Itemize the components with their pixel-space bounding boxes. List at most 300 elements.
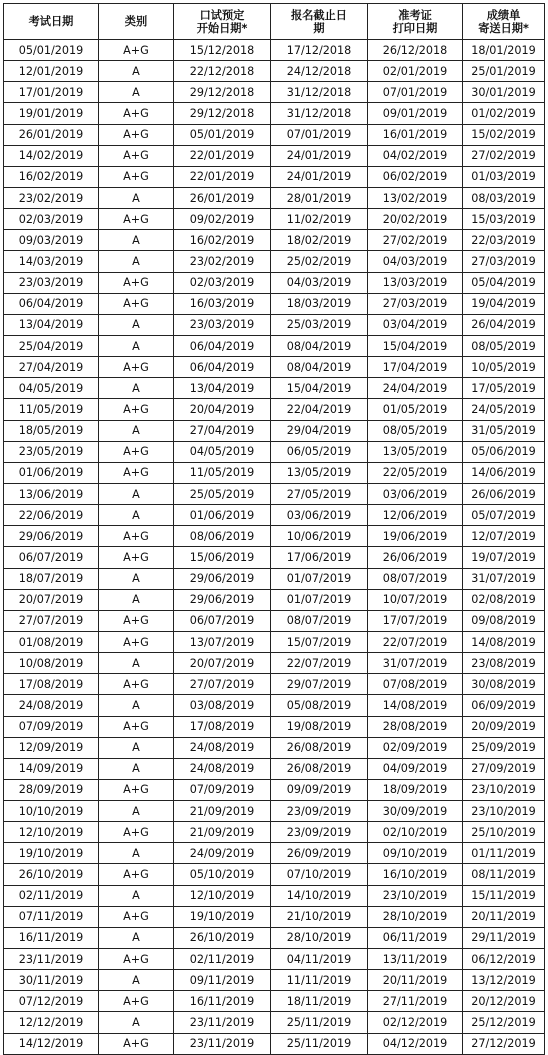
deadline-cell: 25/03/2019	[271, 314, 368, 335]
result-date-cell: 05/06/2019	[463, 441, 545, 462]
category-cell: A	[99, 1012, 174, 1033]
exam-date-cell: 06/04/2019	[4, 293, 99, 314]
speaking-start-cell: 22/12/2018	[174, 61, 271, 82]
result-date-cell: 27/02/2019	[463, 145, 545, 166]
exam-date-cell: 02/11/2019	[4, 885, 99, 906]
table-row	[4, 505, 545, 526]
category-cell: A+G	[99, 399, 174, 420]
print-date-cell: 15/04/2019	[368, 335, 463, 356]
category-cell: A+G	[99, 779, 174, 800]
print-date-cell: 26/12/2018	[368, 40, 463, 61]
print-date-cell: 26/06/2019	[368, 547, 463, 568]
table-row	[4, 399, 545, 420]
result-date-cell: 01/02/2019	[463, 103, 545, 124]
deadline-cell: 04/03/2019	[271, 272, 368, 293]
speaking-start-cell: 22/01/2019	[174, 145, 271, 166]
speaking-start-cell: 24/09/2019	[174, 843, 271, 864]
category-cell: A	[99, 314, 174, 335]
speaking-start-cell: 29/06/2019	[174, 589, 271, 610]
header-line: 期	[313, 21, 325, 35]
category-cell: A	[99, 653, 174, 674]
table-row	[4, 927, 545, 948]
result-date-cell: 01/03/2019	[463, 166, 545, 187]
table-row	[4, 674, 545, 695]
category-cell: A+G	[99, 631, 174, 652]
speaking-start-cell: 12/10/2019	[174, 885, 271, 906]
exam-date-cell: 17/01/2019	[4, 82, 99, 103]
deadline-cell: 24/01/2019	[271, 145, 368, 166]
deadline-cell: 26/08/2019	[271, 737, 368, 758]
deadline-cell: 10/06/2019	[271, 526, 368, 547]
category-cell: A	[99, 589, 174, 610]
category-cell: A	[99, 251, 174, 272]
table-row	[4, 843, 545, 864]
category-cell: A+G	[99, 547, 174, 568]
header-line: 开始日期*	[196, 21, 248, 35]
result-date-cell: 25/01/2019	[463, 61, 545, 82]
speaking-start-cell: 13/07/2019	[174, 631, 271, 652]
print-date-cell: 07/01/2019	[368, 82, 463, 103]
speaking-start-cell: 06/04/2019	[174, 357, 271, 378]
category-cell: A+G	[99, 462, 174, 483]
exam-date-cell: 13/06/2019	[4, 483, 99, 504]
print-date-cell: 06/11/2019	[368, 927, 463, 948]
deadline-cell: 21/10/2019	[271, 906, 368, 927]
deadline-cell: 25/11/2019	[271, 1033, 368, 1054]
category-cell: A	[99, 758, 174, 779]
speaking-start-cell: 29/06/2019	[174, 568, 271, 589]
header-row	[4, 4, 545, 40]
exam-date-cell: 02/03/2019	[4, 209, 99, 230]
exam-date-cell: 09/03/2019	[4, 230, 99, 251]
table-row	[4, 166, 545, 187]
table-row	[4, 589, 545, 610]
deadline-cell: 01/07/2019	[271, 568, 368, 589]
result-date-cell: 08/03/2019	[463, 187, 545, 208]
exam-date-cell: 10/10/2019	[4, 801, 99, 822]
deadline-cell: 07/01/2019	[271, 124, 368, 145]
table-row	[4, 441, 545, 462]
speaking-start-cell: 03/08/2019	[174, 695, 271, 716]
speaking-start-cell: 11/05/2019	[174, 462, 271, 483]
print-date-cell: 13/11/2019	[368, 949, 463, 970]
table-row	[4, 949, 545, 970]
speaking-start-cell: 01/06/2019	[174, 505, 271, 526]
header-registration-deadline	[271, 4, 368, 40]
table-row	[4, 758, 545, 779]
result-date-cell: 19/04/2019	[463, 293, 545, 314]
category-cell: A	[99, 927, 174, 948]
speaking-start-cell: 02/11/2019	[174, 949, 271, 970]
result-date-cell: 23/10/2019	[463, 801, 545, 822]
result-date-cell: 25/10/2019	[463, 822, 545, 843]
result-date-cell: 15/03/2019	[463, 209, 545, 230]
table-row	[4, 631, 545, 652]
exam-date-cell: 25/04/2019	[4, 335, 99, 356]
result-date-cell: 23/08/2019	[463, 653, 545, 674]
print-date-cell: 10/07/2019	[368, 589, 463, 610]
result-date-cell: 17/05/2019	[463, 378, 545, 399]
result-date-cell: 29/11/2019	[463, 927, 545, 948]
deadline-cell: 15/07/2019	[271, 631, 368, 652]
exam-date-cell: 29/06/2019	[4, 526, 99, 547]
category-cell: A	[99, 801, 174, 822]
table-row	[4, 653, 545, 674]
deadline-cell: 25/02/2019	[271, 251, 368, 272]
print-date-cell: 08/07/2019	[368, 568, 463, 589]
speaking-start-cell: 08/06/2019	[174, 526, 271, 547]
table-row	[4, 103, 545, 124]
speaking-start-cell: 07/09/2019	[174, 779, 271, 800]
exam-date-cell: 12/10/2019	[4, 822, 99, 843]
result-date-cell: 19/07/2019	[463, 547, 545, 568]
speaking-start-cell: 20/07/2019	[174, 653, 271, 674]
exam-date-cell: 19/01/2019	[4, 103, 99, 124]
print-date-cell: 13/02/2019	[368, 187, 463, 208]
print-date-cell: 02/10/2019	[368, 822, 463, 843]
deadline-cell: 28/10/2019	[271, 927, 368, 948]
print-date-cell: 09/10/2019	[368, 843, 463, 864]
exam-date-cell: 23/05/2019	[4, 441, 99, 462]
table-row	[4, 82, 545, 103]
table-row	[4, 970, 545, 991]
deadline-cell: 11/02/2019	[271, 209, 368, 230]
table-row	[4, 187, 545, 208]
category-cell: A+G	[99, 610, 174, 631]
result-date-cell: 14/06/2019	[463, 462, 545, 483]
category-cell: A+G	[99, 949, 174, 970]
speaking-start-cell: 26/01/2019	[174, 187, 271, 208]
speaking-start-cell: 16/11/2019	[174, 991, 271, 1012]
deadline-cell: 11/11/2019	[271, 970, 368, 991]
speaking-start-cell: 17/08/2019	[174, 716, 271, 737]
exam-date-cell: 18/07/2019	[4, 568, 99, 589]
print-date-cell: 17/04/2019	[368, 357, 463, 378]
print-date-cell: 02/12/2019	[368, 1012, 463, 1033]
print-date-cell: 28/08/2019	[368, 716, 463, 737]
category-cell: A+G	[99, 293, 174, 314]
print-date-cell: 02/09/2019	[368, 737, 463, 758]
exam-date-cell: 20/07/2019	[4, 589, 99, 610]
table-row	[4, 314, 545, 335]
category-cell: A	[99, 885, 174, 906]
deadline-cell: 24/12/2018	[271, 61, 368, 82]
category-cell: A	[99, 505, 174, 526]
print-date-cell: 28/10/2019	[368, 906, 463, 927]
category-cell: A+G	[99, 716, 174, 737]
deadline-cell: 17/12/2018	[271, 40, 368, 61]
deadline-cell: 08/04/2019	[271, 335, 368, 356]
header-speaking-booking-start	[174, 4, 271, 40]
exam-date-cell: 27/04/2019	[4, 357, 99, 378]
category-cell: A+G	[99, 864, 174, 885]
deadline-cell: 29/04/2019	[271, 420, 368, 441]
category-cell: A+G	[99, 209, 174, 230]
category-cell: A+G	[99, 441, 174, 462]
speaking-start-cell: 20/04/2019	[174, 399, 271, 420]
speaking-start-cell: 06/07/2019	[174, 610, 271, 631]
category-cell: A+G	[99, 526, 174, 547]
category-cell: A	[99, 82, 174, 103]
table-row	[4, 737, 545, 758]
deadline-cell: 04/11/2019	[271, 949, 368, 970]
category-cell: A	[99, 187, 174, 208]
exam-date-cell: 26/01/2019	[4, 124, 99, 145]
deadline-cell: 25/11/2019	[271, 1012, 368, 1033]
table-row	[4, 483, 545, 504]
print-date-cell: 04/02/2019	[368, 145, 463, 166]
speaking-start-cell: 23/11/2019	[174, 1012, 271, 1033]
deadline-cell: 08/07/2019	[271, 610, 368, 631]
exam-date-cell: 23/03/2019	[4, 272, 99, 293]
print-date-cell: 27/03/2019	[368, 293, 463, 314]
speaking-start-cell: 21/09/2019	[174, 822, 271, 843]
category-cell: A+G	[99, 166, 174, 187]
speaking-start-cell: 16/02/2019	[174, 230, 271, 251]
category-cell: A+G	[99, 674, 174, 695]
speaking-start-cell: 19/10/2019	[174, 906, 271, 927]
deadline-cell: 18/11/2019	[271, 991, 368, 1012]
table-row	[4, 230, 545, 251]
result-date-cell: 05/07/2019	[463, 505, 545, 526]
print-date-cell: 01/05/2019	[368, 399, 463, 420]
exam-date-cell: 14/02/2019	[4, 145, 99, 166]
speaking-start-cell: 24/08/2019	[174, 737, 271, 758]
category-cell: A+G	[99, 40, 174, 61]
table-row	[4, 864, 545, 885]
exam-date-cell: 12/09/2019	[4, 737, 99, 758]
result-date-cell: 30/01/2019	[463, 82, 545, 103]
speaking-start-cell: 25/05/2019	[174, 483, 271, 504]
deadline-cell: 22/07/2019	[271, 653, 368, 674]
result-date-cell: 24/05/2019	[463, 399, 545, 420]
exam-date-cell: 28/09/2019	[4, 779, 99, 800]
exam-date-cell: 14/09/2019	[4, 758, 99, 779]
speaking-start-cell: 22/01/2019	[174, 166, 271, 187]
category-cell: A	[99, 335, 174, 356]
speaking-start-cell: 05/10/2019	[174, 864, 271, 885]
print-date-cell: 07/08/2019	[368, 674, 463, 695]
print-date-cell: 17/07/2019	[368, 610, 463, 631]
category-cell: A+G	[99, 145, 174, 166]
result-date-cell: 20/11/2019	[463, 906, 545, 927]
header-line: 口试预定	[199, 8, 245, 22]
table-row	[4, 801, 545, 822]
result-date-cell: 05/04/2019	[463, 272, 545, 293]
print-date-cell: 27/11/2019	[368, 991, 463, 1012]
category-cell: A	[99, 568, 174, 589]
exam-date-cell: 17/08/2019	[4, 674, 99, 695]
result-date-cell: 20/09/2019	[463, 716, 545, 737]
header-line: 考试日期	[28, 15, 74, 28]
result-date-cell: 06/09/2019	[463, 695, 545, 716]
deadline-cell: 17/06/2019	[271, 547, 368, 568]
print-date-cell: 18/09/2019	[368, 779, 463, 800]
result-date-cell: 09/08/2019	[463, 610, 545, 631]
print-date-cell: 13/05/2019	[368, 441, 463, 462]
speaking-start-cell: 21/09/2019	[174, 801, 271, 822]
header-result-mailing-date	[463, 4, 545, 40]
result-date-cell: 06/12/2019	[463, 949, 545, 970]
speaking-start-cell: 23/02/2019	[174, 251, 271, 272]
table-row	[4, 716, 545, 737]
header-line: 类别	[124, 15, 148, 28]
table-row	[4, 420, 545, 441]
print-date-cell: 14/08/2019	[368, 695, 463, 716]
header-category	[99, 4, 174, 40]
header-line: 寄送日期*	[478, 21, 529, 35]
speaking-start-cell: 09/02/2019	[174, 209, 271, 230]
result-date-cell: 18/01/2019	[463, 40, 545, 61]
result-date-cell: 31/05/2019	[463, 420, 545, 441]
print-date-cell: 06/02/2019	[368, 166, 463, 187]
print-date-cell: 24/04/2019	[368, 378, 463, 399]
deadline-cell: 08/04/2019	[271, 357, 368, 378]
print-date-cell: 31/07/2019	[368, 653, 463, 674]
deadline-cell: 06/05/2019	[271, 441, 368, 462]
table-row	[4, 209, 545, 230]
category-cell: A	[99, 843, 174, 864]
print-date-cell: 09/01/2019	[368, 103, 463, 124]
category-cell: A+G	[99, 822, 174, 843]
print-date-cell: 16/10/2019	[368, 864, 463, 885]
exam-date-cell: 26/10/2019	[4, 864, 99, 885]
print-date-cell: 16/01/2019	[368, 124, 463, 145]
header-admission-print-date	[368, 4, 463, 40]
category-cell: A	[99, 737, 174, 758]
deadline-cell: 18/02/2019	[271, 230, 368, 251]
speaking-start-cell: 02/03/2019	[174, 272, 271, 293]
exam-date-cell: 06/07/2019	[4, 547, 99, 568]
exam-date-cell: 18/05/2019	[4, 420, 99, 441]
print-date-cell: 03/06/2019	[368, 483, 463, 504]
deadline-cell: 23/09/2019	[271, 801, 368, 822]
print-date-cell: 12/06/2019	[368, 505, 463, 526]
speaking-start-cell: 29/12/2018	[174, 103, 271, 124]
exam-date-cell: 12/01/2019	[4, 61, 99, 82]
table-row	[4, 293, 545, 314]
result-date-cell: 26/04/2019	[463, 314, 545, 335]
deadline-cell: 26/08/2019	[271, 758, 368, 779]
print-date-cell: 04/03/2019	[368, 251, 463, 272]
table-row	[4, 61, 545, 82]
deadline-cell: 31/12/2018	[271, 103, 368, 124]
exam-date-cell: 27/07/2019	[4, 610, 99, 631]
result-date-cell: 26/06/2019	[463, 483, 545, 504]
category-cell: A+G	[99, 991, 174, 1012]
table-row	[4, 568, 545, 589]
print-date-cell: 03/04/2019	[368, 314, 463, 335]
result-date-cell: 02/08/2019	[463, 589, 545, 610]
print-date-cell: 23/10/2019	[368, 885, 463, 906]
category-cell: A	[99, 420, 174, 441]
speaking-start-cell: 15/12/2018	[174, 40, 271, 61]
speaking-start-cell: 05/01/2019	[174, 124, 271, 145]
print-date-cell: 22/05/2019	[368, 462, 463, 483]
category-cell: A	[99, 483, 174, 504]
print-date-cell: 30/09/2019	[368, 801, 463, 822]
result-date-cell: 20/12/2019	[463, 991, 545, 1012]
deadline-cell: 07/10/2019	[271, 864, 368, 885]
deadline-cell: 26/09/2019	[271, 843, 368, 864]
exam-date-cell: 16/11/2019	[4, 927, 99, 948]
table-row	[4, 1033, 545, 1054]
exam-schedule-sheet	[3, 3, 544, 1055]
print-date-cell: 02/01/2019	[368, 61, 463, 82]
header-exam-date	[4, 4, 99, 40]
speaking-start-cell: 27/07/2019	[174, 674, 271, 695]
deadline-cell: 31/12/2018	[271, 82, 368, 103]
exam-date-cell: 01/06/2019	[4, 462, 99, 483]
table-row	[4, 335, 545, 356]
result-date-cell: 15/02/2019	[463, 124, 545, 145]
speaking-start-cell: 26/10/2019	[174, 927, 271, 948]
category-cell: A	[99, 695, 174, 716]
speaking-start-cell: 23/03/2019	[174, 314, 271, 335]
exam-date-cell: 11/05/2019	[4, 399, 99, 420]
exam-date-cell: 14/12/2019	[4, 1033, 99, 1054]
table-row	[4, 251, 545, 272]
print-date-cell: 04/12/2019	[368, 1033, 463, 1054]
speaking-start-cell: 15/06/2019	[174, 547, 271, 568]
category-cell: A+G	[99, 906, 174, 927]
table-row	[4, 610, 545, 631]
deadline-cell: 01/07/2019	[271, 589, 368, 610]
speaking-start-cell: 13/04/2019	[174, 378, 271, 399]
deadline-cell: 18/03/2019	[271, 293, 368, 314]
exam-date-cell: 23/11/2019	[4, 949, 99, 970]
exam-date-cell: 05/01/2019	[4, 40, 99, 61]
deadline-cell: 23/09/2019	[271, 822, 368, 843]
deadline-cell: 05/08/2019	[271, 695, 368, 716]
result-date-cell: 14/08/2019	[463, 631, 545, 652]
result-date-cell: 08/05/2019	[463, 335, 545, 356]
print-date-cell: 04/09/2019	[368, 758, 463, 779]
speaking-start-cell: 23/11/2019	[174, 1033, 271, 1054]
deadline-cell: 22/04/2019	[271, 399, 368, 420]
category-cell: A+G	[99, 272, 174, 293]
exam-date-cell: 10/08/2019	[4, 653, 99, 674]
speaking-start-cell: 27/04/2019	[174, 420, 271, 441]
result-date-cell: 25/09/2019	[463, 737, 545, 758]
result-date-cell: 23/10/2019	[463, 779, 545, 800]
deadline-cell: 19/08/2019	[271, 716, 368, 737]
result-date-cell: 30/08/2019	[463, 674, 545, 695]
header-line: 成绩单	[486, 8, 521, 22]
table-row	[4, 462, 545, 483]
table-body	[4, 40, 545, 1055]
category-cell: A	[99, 970, 174, 991]
result-date-cell: 22/03/2019	[463, 230, 545, 251]
speaking-start-cell: 24/08/2019	[174, 758, 271, 779]
exam-date-cell: 07/12/2019	[4, 991, 99, 1012]
exam-date-cell: 13/04/2019	[4, 314, 99, 335]
exam-date-cell: 04/05/2019	[4, 378, 99, 399]
table-row	[4, 885, 545, 906]
table-row	[4, 779, 545, 800]
deadline-cell: 13/05/2019	[271, 462, 368, 483]
deadline-cell: 15/04/2019	[271, 378, 368, 399]
result-date-cell: 13/12/2019	[463, 970, 545, 991]
speaking-start-cell: 04/05/2019	[174, 441, 271, 462]
deadline-cell: 03/06/2019	[271, 505, 368, 526]
table-row	[4, 991, 545, 1012]
table-row	[4, 378, 545, 399]
speaking-start-cell: 29/12/2018	[174, 82, 271, 103]
exam-date-cell: 12/12/2019	[4, 1012, 99, 1033]
deadline-cell: 28/01/2019	[271, 187, 368, 208]
speaking-start-cell: 16/03/2019	[174, 293, 271, 314]
